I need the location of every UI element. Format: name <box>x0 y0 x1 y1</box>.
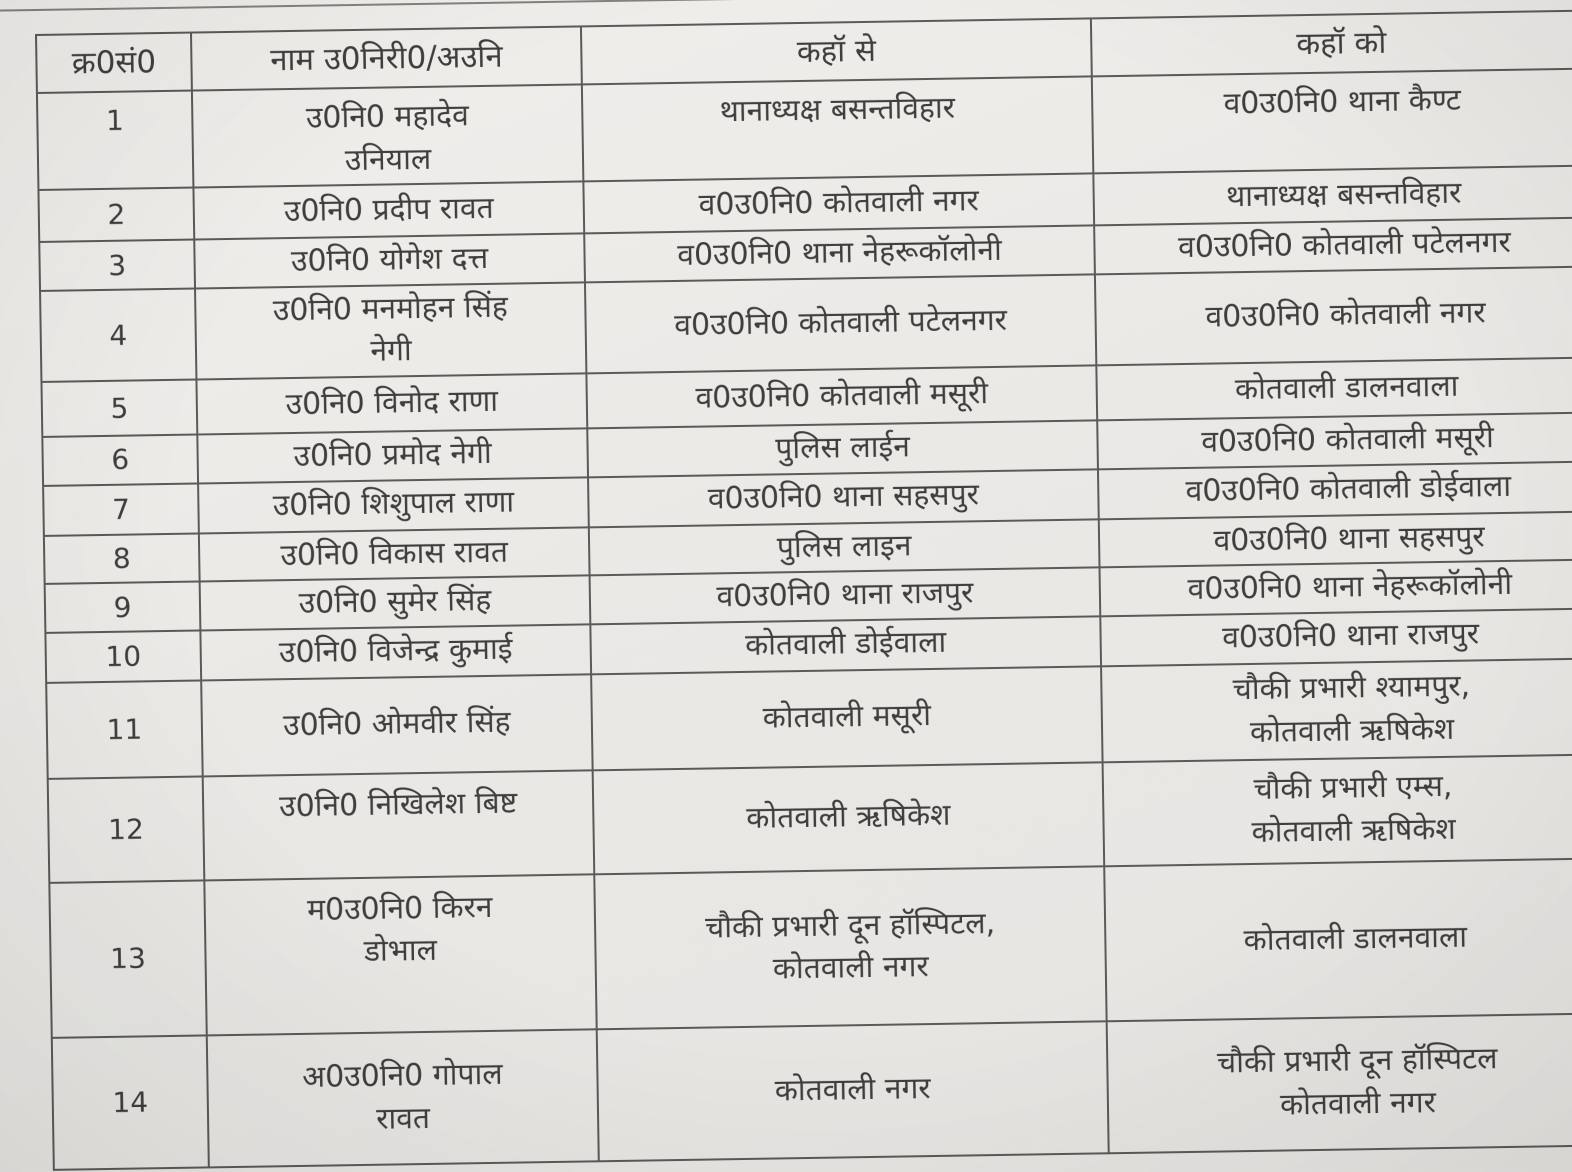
cell-from-posting: व0उ0नि0 कोतवाली नगर <box>583 174 1094 234</box>
cell-from-posting: थानाध्यक्ष बसन्तविहार <box>582 76 1093 181</box>
header-to-posting: कहॉ को <box>1091 11 1572 77</box>
cell-officer-name: उ0नि0 विजेन्द्र कुमाई <box>200 624 591 680</box>
cell-officer-name: उ0नि0 महादेव उनियाल <box>192 84 583 187</box>
cell-serial-number: 5 <box>41 379 197 436</box>
cell-to-posting: व0उ0नि0 कोतवाली पटेलनगर <box>1094 218 1572 274</box>
table-row <box>52 1013 1572 1169</box>
cell-to-posting: व0उ0नि0 थाना राजपुर <box>1100 608 1572 666</box>
cell-officer-name: उ0नि0 योगेश दत्त <box>194 234 585 289</box>
cell-officer-name: उ0नि0 शिशुपाल राणा <box>198 477 589 533</box>
transfer-table <box>35 10 1572 1171</box>
cell-from-posting: चौकी प्रभारी दून हॉस्पिटल, कोतवाली नगर <box>594 866 1106 1029</box>
cell-serial-number: 13 <box>49 880 206 1037</box>
cell-to-posting: कोतवाली डालनवाला <box>1104 858 1572 1021</box>
cell-officer-name: म0उ0नि0 किरन डोभाल <box>204 874 596 1035</box>
cell-to-posting: व0उ0नि0 थाना सहसपुर <box>1099 511 1572 567</box>
table-row <box>49 858 1572 1037</box>
cell-officer-name: उ0नि0 मनमोहन सिंह नेगी <box>195 282 586 379</box>
cell-officer-name: उ0नि0 प्रदीप रावत <box>193 182 584 240</box>
cell-officer-name: उ0नि0 सुमेर सिंह <box>200 576 591 631</box>
cell-to-posting: चौकी प्रभारी श्यामपुर, कोतवाली ऋषिकेश <box>1101 658 1572 762</box>
cell-to-posting: व0उ0नि0 थाना कैण्ट <box>1092 69 1572 174</box>
cell-serial-number: 9 <box>45 582 201 633</box>
cell-from-posting: व0उ0नि0 थाना सहसपुर <box>588 469 1099 527</box>
cell-serial-number: 11 <box>46 680 202 778</box>
cell-from-posting: व0उ0नि0 कोतवाली मसूरी <box>586 365 1097 428</box>
cell-to-posting: व0उ0नि0 कोतवाली नगर <box>1095 266 1572 365</box>
cell-serial-number: 2 <box>38 188 194 242</box>
cell-from-posting: कोतवाली ऋषिकेश <box>593 762 1105 874</box>
cell-serial-number: 12 <box>48 776 205 882</box>
cell-officer-name: उ0नि0 ओमवीर सिंह <box>201 674 592 776</box>
header-officer-name: नाम उ0निरी0/अउनि <box>191 26 582 90</box>
cell-from-posting: पुलिस लाइन <box>589 519 1100 576</box>
header-serial-number: क्र0सं0 <box>36 33 192 93</box>
cell-serial-number: 7 <box>43 483 199 535</box>
cell-from-posting: कोतवाली नगर <box>597 1021 1109 1161</box>
cell-officer-name: अ0उ0नि0 गोपाल रावत <box>207 1029 599 1167</box>
cell-serial-number: 8 <box>44 533 200 584</box>
cell-serial-number: 3 <box>39 240 195 291</box>
cell-to-posting: व0उ0नि0 कोतवाली मसूरी <box>1097 412 1572 468</box>
cell-to-posting: कोतवाली डालनवाला <box>1096 357 1572 420</box>
cell-from-posting: व0उ0नि0 थाना राजपुर <box>590 568 1101 625</box>
table-body <box>37 69 1572 1170</box>
cell-officer-name: उ0नि0 विनोद राणा <box>196 373 587 434</box>
header-from-posting: कहॉ से <box>581 18 1092 84</box>
page-top-rule <box>0 0 1572 12</box>
scanned-document <box>35 10 1572 1171</box>
cell-serial-number: 6 <box>42 434 198 485</box>
cell-to-posting: व0उ0नि0 कोतवाली डोईवाला <box>1098 461 1572 519</box>
cell-officer-name: उ0नि0 निखिलेश बिष्ट <box>203 770 595 880</box>
cell-to-posting: चौकी प्रभारी एम्स, कोतवाली ऋषिकेश <box>1103 754 1572 866</box>
cell-serial-number: 14 <box>52 1035 209 1169</box>
cell-from-posting: कोतवाली मसूरी <box>591 666 1102 770</box>
cell-serial-number: 4 <box>40 288 196 382</box>
cell-serial-number: 1 <box>37 91 194 191</box>
cell-officer-name: उ0नि0 प्रमोद नेगी <box>197 428 588 483</box>
cell-to-posting: चौकी प्रभारी दून हॉस्पिटल कोतवाली नगर <box>1107 1013 1572 1153</box>
cell-officer-name: उ0नि0 विकास रावत <box>199 527 590 582</box>
cell-from-posting: व0उ0नि0 कोतवाली पटेलनगर <box>585 274 1096 373</box>
cell-serial-number: 10 <box>45 630 201 682</box>
cell-from-posting: पुलिस लाईन <box>587 420 1098 477</box>
cell-to-posting: थानाध्यक्ष बसन्तविहार <box>1093 166 1572 226</box>
cell-from-posting: व0उ0नि0 थाना नेहरूकॉलोनी <box>584 226 1095 283</box>
cell-to-posting: व0उ0नि0 थाना नेहरूकॉलोनी <box>1100 560 1572 616</box>
cell-from-posting: कोतवाली डोईवाला <box>590 616 1101 674</box>
